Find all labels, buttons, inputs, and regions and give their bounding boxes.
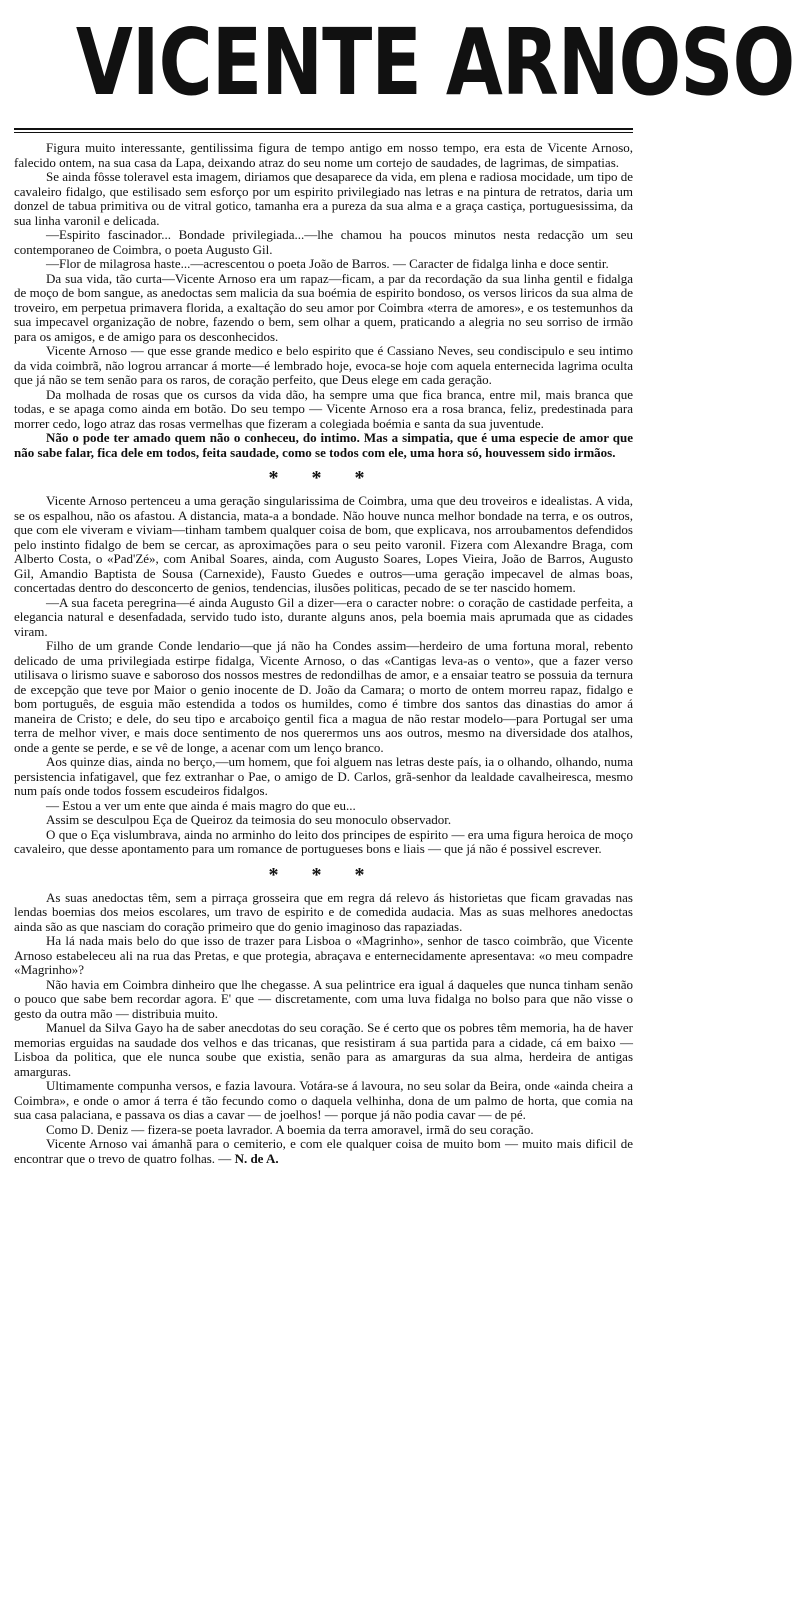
paragraph: Ha lá nada mais belo do que isso de trazer para Lisboa o «Magrinho», senhor de tasco coimbrão, que Vicente Arnoso estabeleceu ali na rua das Pretas, e que protegia, abraçava e enternecidamente apresentava: «o meu compadre «Magrinho»? [14, 933, 633, 977]
paragraph: Da molhada de rosas que os cursos da vida dão, ha sempre uma que fica branca, entre mil, mais branca que todas, e se apaga como ainda em botão. Do seu tempo — Vicente Arnoso era a rosa branca, feliz, predestinada para morrer cedo, logo atraz das rosas vermelhas que fizeram a colegiada boémia e santa da sua juventude. [14, 386, 633, 431]
paragraph: —A sua faceta peregrina—é ainda Augusto Gil a dizer—era o caracter nobre: o coração de castidade perfeita, a elegancia natural e desenfadada, servido tudo isto, durante alguns anos, pela boemia mais aprumada que as cidades viram. [14, 594, 633, 639]
paragraph: Manuel da Silva Gayo ha de saber anecdotas do seu coração. Se é certo que os pobres têm memoria, ha de haver memorias erguidas na saudade dos velhos e das tricanas, que resistiram á sua partida para a cidade, cá em baixo — Lisboa da politica, que ele nunca soube que existia, senão para as amarguras da sua alma, herdeira de antigas amarguras. [14, 1020, 633, 1079]
paragraph: Como D. Deniz — fizera-se poeta lavrador. A boemia da terra amoravel, irmã do seu coração. [46, 1121, 534, 1137]
section-separator: * * * [268, 467, 379, 489]
paragraph: —Flor de milagrosa haste...—acrescentou o poeta João de Barros. — Caracter de fidalga linha e doce sentir. [46, 256, 609, 271]
paragraph: Não havia em Coimbra dinheiro que lhe chegasse. A sua pelintrice era igual á daqueles que nunca tinham senão o pouco que sabe bem recordar agora. E' que — discretamente, com uma luva fidalga no bolso para que não visse o gesto da outra mão — distribuia muito. [14, 976, 633, 1021]
author-signature: N. de A. [234, 1150, 279, 1166]
bold-paragraph: Não o pode ter amado quem não o conheceu, do intimo. Mas a simpatia, que é uma especie de amor que não sabe falar, fica dele em todos, feita saudade, como se todos com ele, uma hora só, houvessem sido irmãos. [14, 430, 633, 460]
paragraph: Vicente Arnoso pertenceu a uma geração singularissima de Coimbra, uma que deu troveiros e idealistas. A vida, se os espalhou, não os afastou. A distancia, mata-a a bondade. Não houve nunca melhor bondade na terra, e os outros, que com ele viveram e viviam—tinham tambem qualquer coisa de bom, que explicava, nos arroubamentos defendidos pelo instinto fidalgo de bem se cercar, as aproximações para o seu peito varonil. Fizera com Alexandre Braga, com Alberto Costa, o «Pad'Zé», com Anibal Soares, ainda, com Augusto Soares, Lopes Vieira, João de Barros, Augusto Gil, Amandio Baptista de Sousa (Carnexide), Fausto Guedes e outros—uma geração impecavel de almas boas, concertadas dentro do desconcerto de genios, tendencias, ilusões politicas, pecado de se ter nascido homem. [14, 493, 633, 595]
paragraph: O que o Eça vislumbrava, ainda no arminho do leito dos principes de espirito — era uma figura heroica de moço cavaleiro, que desse apontamento para um romance de portugueses bons e liais — que já não é possivel escrever. [14, 826, 633, 856]
paragraph: Da sua vida, tão curta—Vicente Arnoso era um rapaz—ficam, a par da recordação da sua linha gentil e fidalga de moço de bom sangue, as anedoctas sem malicia da sua boémia de espirito bondoso, os versos liricos da sua alma de troveiro, em perpetua primavera florida, a exaltação do seu amor por Coimbra «terra de amores», e os testemunhos da sua impecavel organização de nobre, fazendo o bem, sem olhar a quem, praticando a alegria no seu sorriso de irmão para os amigos, e de amigo para os desconhecidos. [14, 270, 633, 344]
paragraph: Se ainda fôsse toleravel esta imagem, diriamos que desaparece da vida, em plena e radiosa mocidade, um tipo de cavaleiro fidalgo, que estilisado sem esforço por um espirito privilegiado nas letras e na pintura de retratos, daria um donzel de tabua primitiva ou de vitral gotico, tamanha era a pureza da sua alma e a graça castiça, portuguesissima, da sua linha varonil e delicada. [14, 169, 633, 228]
closing-paragraph [14, 1137, 633, 1166]
paragraph: Assim se desculpou Eça de Queiroz da teimosia do seu monoculo observador. [46, 812, 452, 827]
article-body [14, 141, 633, 1166]
paragraph: —Espirito fascinador... Bondade privilegiada...—lhe chamou ha poucos minutos nesta redacção um seu contemporaneo de Coimbra, o poeta Augusto Gil. [14, 227, 633, 257]
paragraph: — Estou a ver um ente que ainda é mais magro do que eu... [46, 797, 356, 813]
paragraph: Ultimamente compunha versos, e fazia lavoura. Votára-se á lavoura, no seu solar da Beira, onde «ainda cheira a Coimbra», e onde o amor á terra é tão fecundo como o daquela velhinha, dona de um palmo de horta, que comia na sua casa palaciana, e passava os dias a cavar — de joelhos! — porque já não podia cavar — de pé. [14, 1078, 633, 1122]
headline-rule [14, 128, 633, 130]
paragraph: Vicente Arnoso — que esse grande medico e belo espirito que é Cassiano Neves, seu condiscipulo e seu intimo da vida coimbrã, não logrou arrancar á morte—é lembrado hoje, evoca-se hoje com aquela enternecida lagrima oculta que já não se tem senão para os raros, de coração perfeito, que Deus elege em cada geração. [14, 343, 633, 387]
headline: VICENTE ARNOSO [75, 9, 794, 116]
paragraph: Figura muito interessante, gentilissima figura de tempo antigo em nosso tempo, era esta de Vicente Arnoso, falecido ontem, na sua casa da Lapa, deixando atraz do seu nome um cortejo de saudades, de lagrimas, de simpatias. [14, 140, 633, 170]
paragraph: Filho de um grande Conde lendario—que já não ha Condes assim—herdeiro de uma fortuna moral, rebento delicado de uma privilegiada estirpe fidalga, Vicente Arnoso, o das «Cantigas leva-as o vento», que a fazer verso utilisava o lirismo suave e saboroso dos nossos mestres de redondilhas de amor, e a ensaiar teatro se possuia da ternura de excepção que teve por Maior o genio inocente de D. João da Camara; o morto de ontem morreu rapaz, fidalgo e bom português, de esguia mão estendida a todos os humildes, como é timbre dos santos das dinastias do amor á maneira de Cristo; e dele, do seu tipo e arcaboiço gentil fica a magua de não restar modelo—para Portugal ser uma terra de melhor viver, e mais doce sentimento de nos querermos uns aos outros, mesmo na diversidade dos atalhos, onde a gente se perde, e se vê de longe, a acenar com um lenço branco. [14, 638, 633, 755]
headline-rule-thin [14, 132, 633, 133]
paragraph: As suas anedoctas têm, sem a pirraça grosseira que em regra dá relevo ás historietas que ficam gravadas nas lendas boemias dos meios escolares, um travo de espirito e de comedida audacia. Mas as suas melhores anedoctas ainda são as que nasciam do coração primeiro que do genio imaginoso das rapaziadas. [14, 889, 633, 934]
closing-text: Vicente Arnoso vai ámanhã para o cemiterio, e com ele qualquer coisa de muito bom — muito mais dificil de encontrar que o trevo de quatro folhas. — [14, 1136, 633, 1166]
section-separator: * * * [268, 863, 379, 886]
paragraph: Aos quinze dias, ainda no berço,—um homem, que foi alguem nas letras deste país, ia o olhando, olhando, numa persistencia infatigavel, que fez extranhar o Pae, o amigo de D. Carlos, grã-senhor da lealdade cavalheiresca, mesmo num país onde todos fossem escudeiros fidalgos. [14, 754, 633, 798]
